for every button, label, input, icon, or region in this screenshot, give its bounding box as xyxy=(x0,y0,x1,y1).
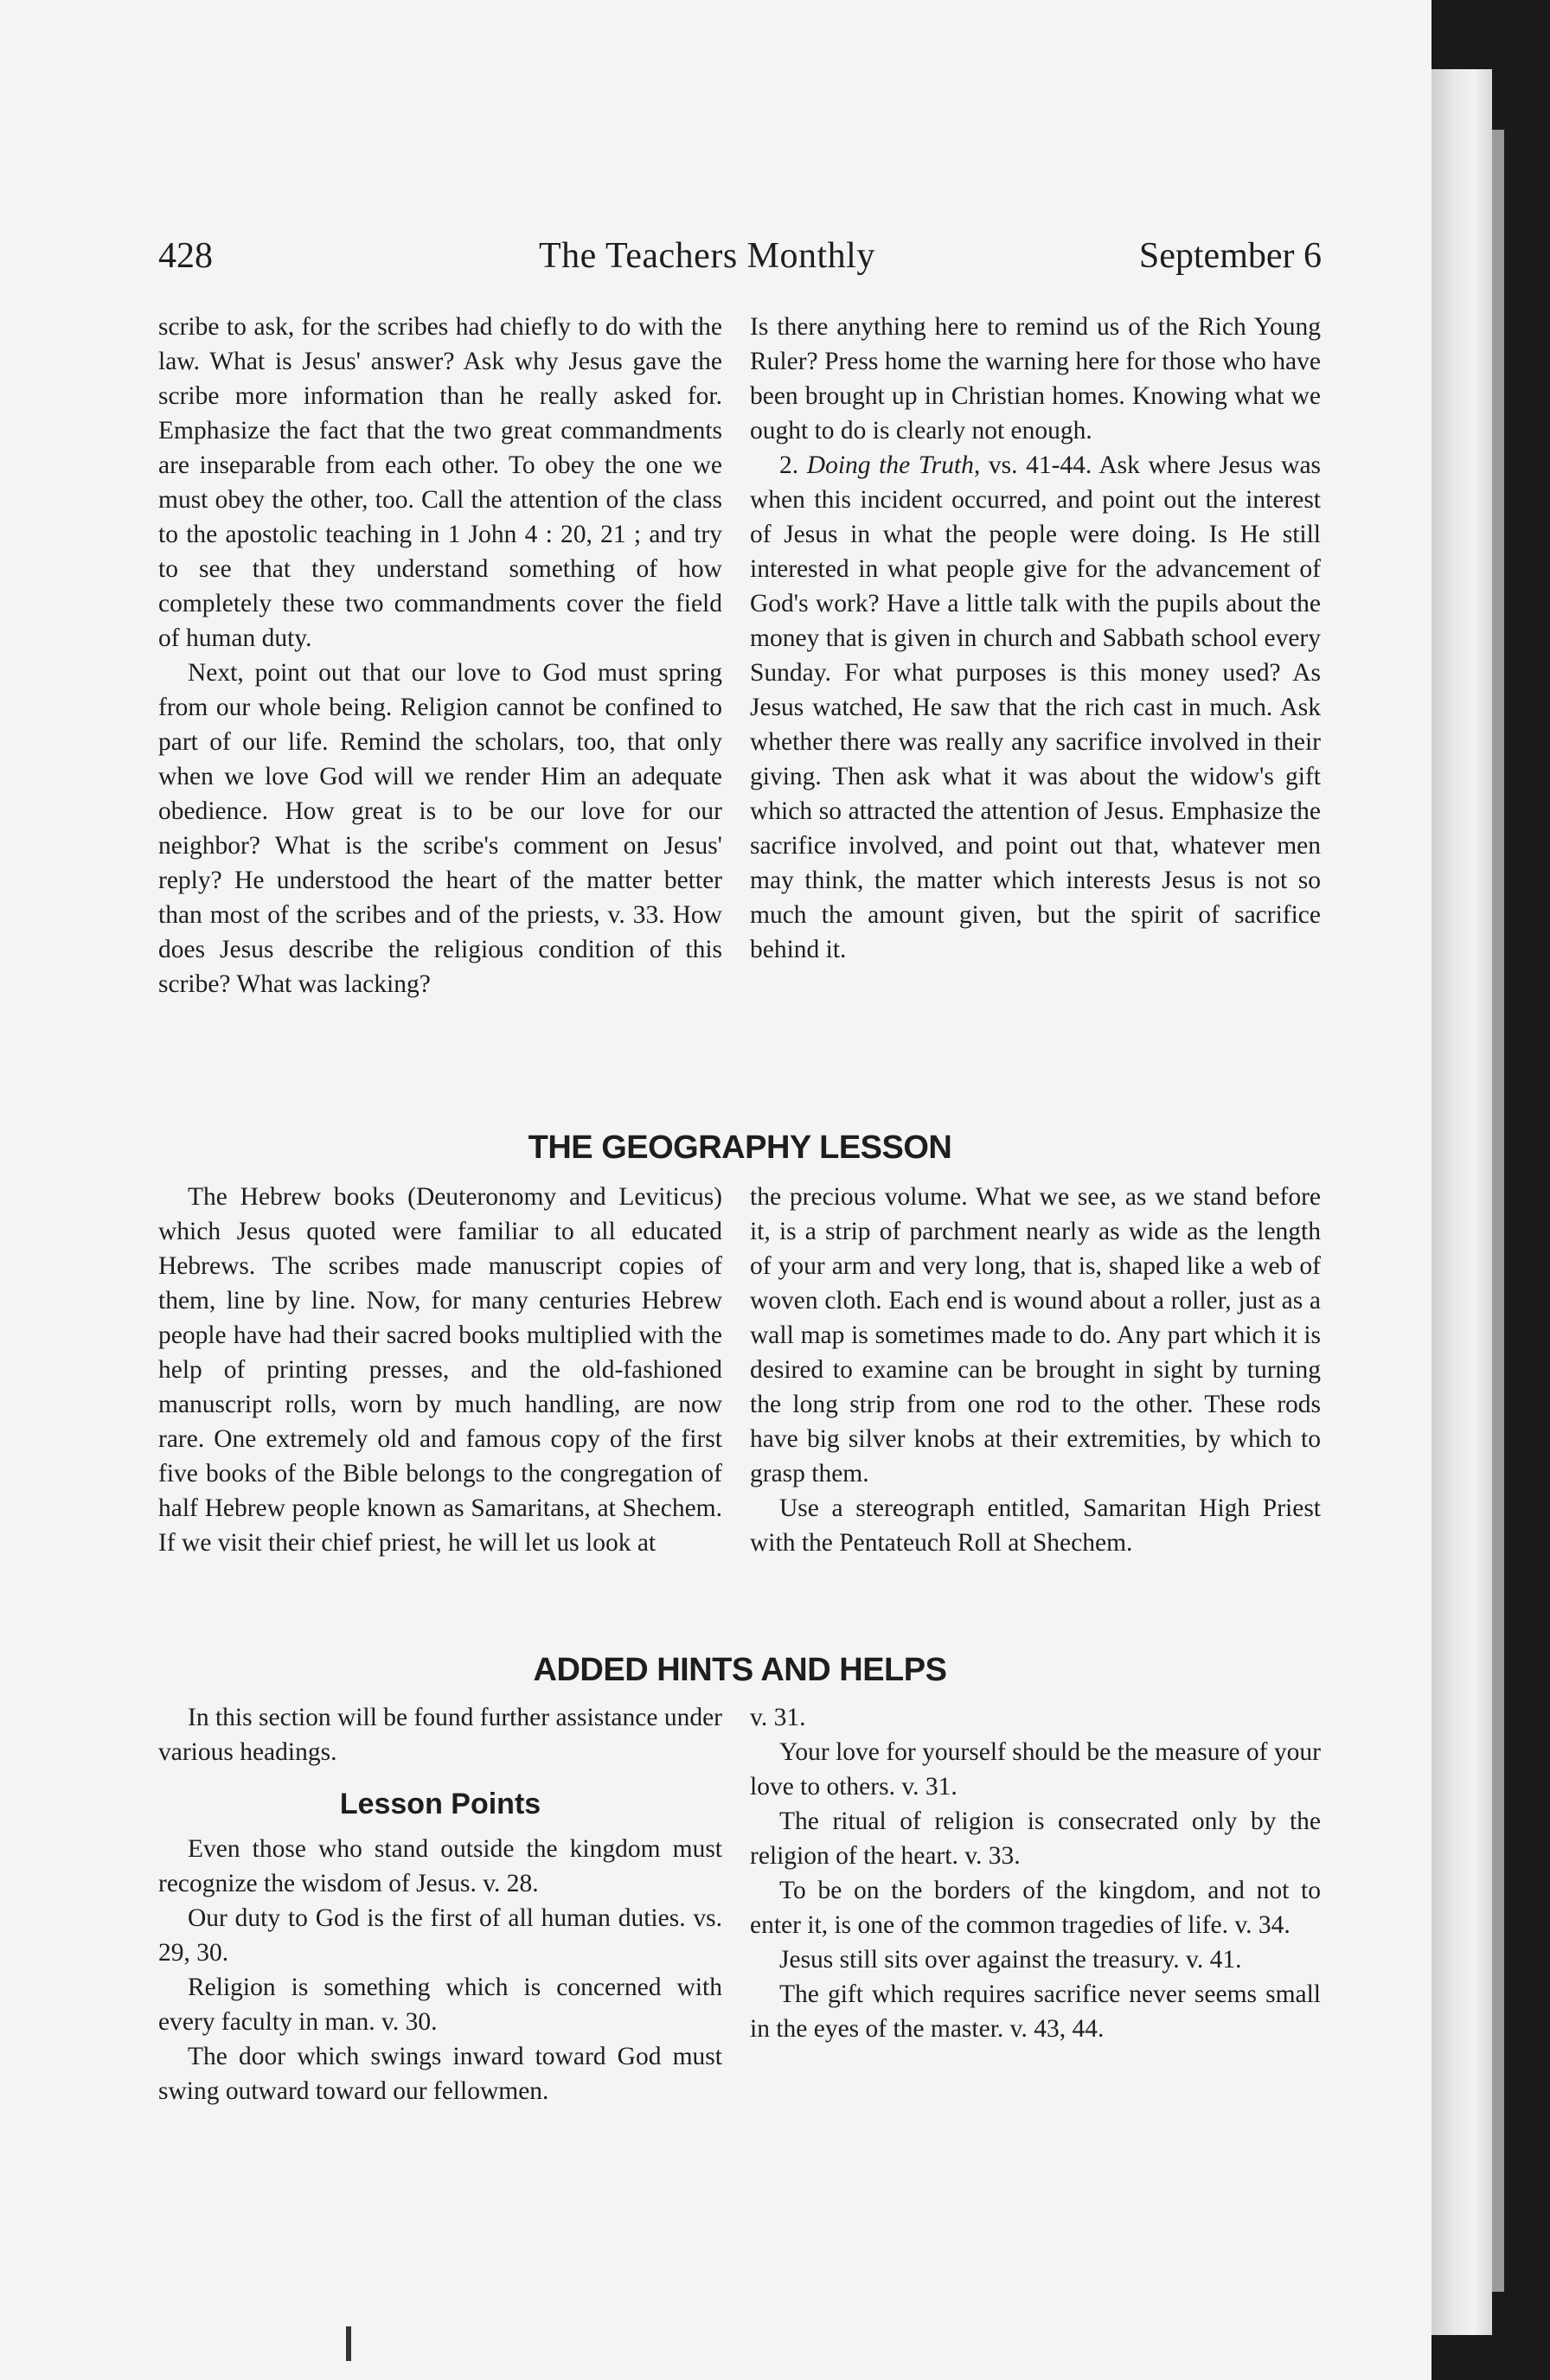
scan-mark xyxy=(346,2326,351,2361)
paragraph: v. 31. xyxy=(750,1704,806,1731)
issue-date: September 6 xyxy=(1138,236,1322,276)
top-right-column xyxy=(750,310,1321,967)
paragraph: Use a stereograph entitled, Samaritan High Priest with the Pentateuch Roll at Shechem. xyxy=(750,1494,1321,1557)
lesson-point: The door which swings inward toward God must swing outward toward our fellowmen. xyxy=(158,2043,722,2105)
point-body: vs. 41-44. Ask where Jesus was when this incident occurred, and point out the interest of Jesus in what the people were doing. Is He still interested in what people give for the advancement of God's work? Have a little talk with the pupils about the money that is given in church and Sabbath school every Sunday. For what purposes is this money used? As Jesus watched, He saw that the rich cast in much. Ask whether there was really any sacrifice involved in their giving. Then ask what it was about the widow's gift which so attracted the attention of Jesus. Emphasize the sacrifice involved, and point out that, whatever men may think, the matter which interests Jesus is not so much the amount given, but the spirit of sacrifice behind it. xyxy=(750,451,1322,963)
lesson-point: Even those who stand outside the kingdom must recognize the wisdom of Jesus. v. 28. xyxy=(158,1835,722,1897)
paragraph: In this section will be found further assistance under various headings. xyxy=(158,1704,722,1766)
binding-shadow xyxy=(1492,130,1504,2292)
lesson-point: The ritual of religion is consecrated only by the religion of the heart. v. 33. xyxy=(750,1807,1321,1870)
point-title: Doing the Truth, xyxy=(806,451,981,479)
paragraph: The Hebrew books (Deuteronomy and Leviticus) which Jesus quoted were familiar to all educated Hebrews. The scribes made manuscript copies of them, line by line. Now, for many centuries Hebrew people have had their sacred books multiplied with the help of printing presses, and the old-fashioned manuscript rolls, worn by much handling, are now rare. One extremely old and famous copy of the first five books of the Bible belongs to the congregation of half Hebrew people known as Samaritans, at Shechem. If we visit their chief priest, he will let us look at xyxy=(158,1183,722,1557)
top-left-column xyxy=(158,310,722,1001)
paragraph: Is there anything here to remind us of the Rich Young Ruler? Press home the warning here for those who have been brought up in Christian homes. Knowing what we ought to do is clearly not enough. xyxy=(750,313,1321,445)
paragraph: scribe to ask, for the scribes had chiefly to do with the law. What is Jesus' answer? Ask why Jesus gave the scribe more information than he really asked for. Emphasize the fact that the two great commandments are inseparable from each other. To obey the one we must obey the other, too. Call the attention of the class to the apostolic teaching in 1 John 4 : 20, 21 ; and try to see that they understand something of how completely these two commandments cover the field of human duty. xyxy=(158,313,722,652)
lesson-points-title: Lesson Points xyxy=(339,1788,541,1820)
paragraph: Next, point out that our love to God must spring from our whole being. Religion cannot be confined to part of our life. Remind the scholars, too, that only when we love God will we render Him an adequate obedience. How great is to be our love for our neighbor? What is the scribe's comment on Jesus' reply? He understood the heart of the matter better than most of the scribes and of the priests, v. 33. How does Jesus describe the religious condition of this scribe? What was lacking? xyxy=(158,659,722,998)
hints-right-column xyxy=(750,1700,1321,2046)
lesson-point: Jesus still sits over against the treasury. v. 41. xyxy=(779,1946,1242,1974)
hints-left-column xyxy=(158,1700,722,2108)
lesson-point: Our duty to God is the first of all human duties. vs. 29, 30. xyxy=(158,1904,722,1967)
lesson-point: The gift which requires sacrifice never seems small in the eyes of the master. v. 43, 44. xyxy=(750,1980,1321,2043)
page-edge xyxy=(1432,69,1492,2335)
lesson-point: Religion is something which is concerned with every faculty in man. v. 30. xyxy=(158,1974,722,2036)
geography-right-column xyxy=(750,1180,1321,1560)
paragraph-doing-the-truth xyxy=(750,448,1321,967)
geography-heading: THE GEOGRAPHY LESSON xyxy=(528,1129,952,1166)
page-number: 428 xyxy=(158,236,213,276)
running-header xyxy=(158,235,1322,287)
lesson-point: Your love for yourself should be the measure of your love to others. v. 31. xyxy=(750,1738,1321,1801)
journal-title: The Teachers Monthly xyxy=(539,236,875,276)
geography-left-column xyxy=(158,1180,722,1560)
point-number: 2. xyxy=(779,451,799,479)
paragraph: the precious volume. What we see, as we stand before it, is a strip of parchment nearly as wide as the length of your arm and very long, that is, shaped like a web of woven cloth. Each end is wound about a roller, just as a wall map is sometimes made to do. Any part which it is desired to examine can be brought in sight by turning the long strip from one rod to the other. These rods have big silver knobs at their extremities, by which to grasp them. xyxy=(750,1183,1321,1488)
hints-heading: ADDED HINTS AND HELPS xyxy=(533,1652,947,1688)
lesson-point: To be on the borders of the kingdom, and not to enter it, is one of the common tragedies of life. v. 34. xyxy=(750,1877,1321,1939)
